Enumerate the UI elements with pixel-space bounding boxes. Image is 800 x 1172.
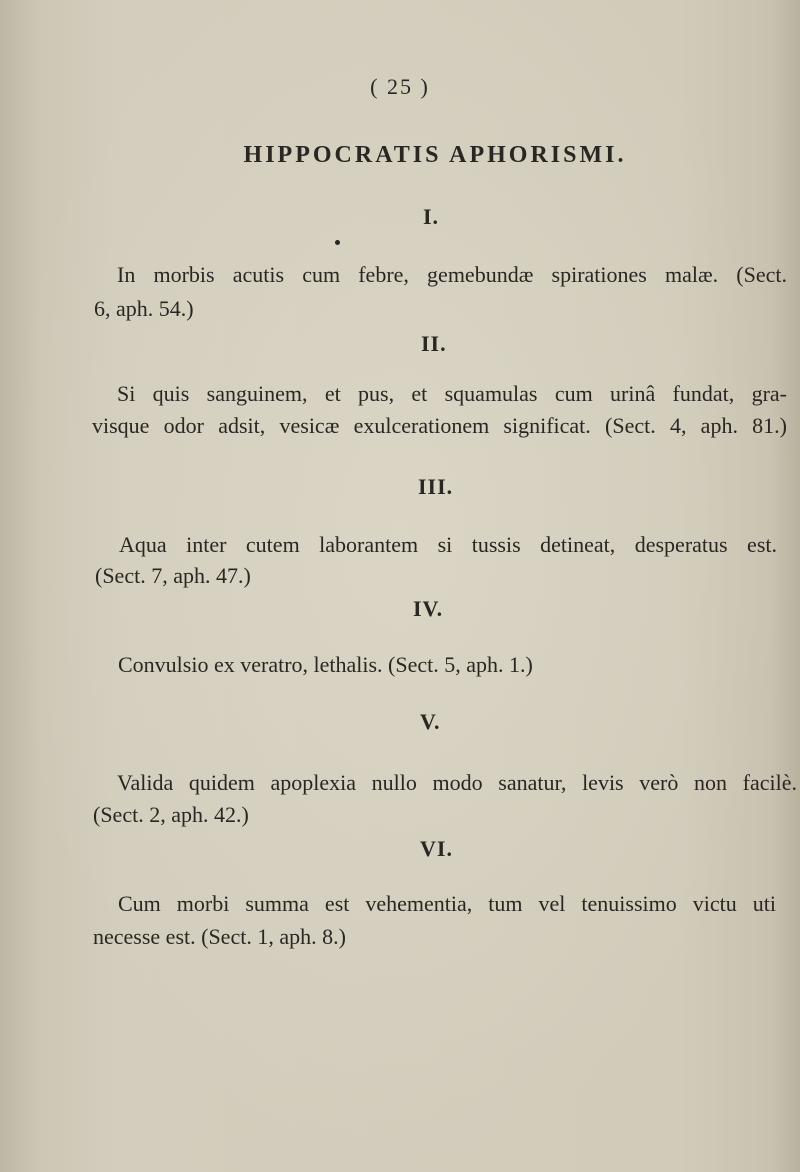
aphorism-4-numeral: IV. [413,596,444,621]
aphorism-3-line-1: Aqua inter cutem laborantem si tussis detineat, desperatus est. [119,532,777,557]
aphorism-2-line-1: Si quis sanguinem, et pus, et squamulas cum urinâ fundat, gra- [117,381,787,406]
aphorism-1-numeral: I. [423,204,440,229]
aphorism-5-line-1: Valida quidem apoplexia nullo modo sanatur, levis verò non facilè. [117,770,797,795]
ornament-dot [335,240,340,245]
aphorism-3-numeral: III. [418,474,454,499]
aphorism-6-line-1: Cum morbi summa est vehementia, tum vel tenuissimo victu uti [118,891,776,916]
aphorism-5-line-2: (Sect. 2, aph. 42.) [93,802,249,827]
aphorism-1-line-1: In morbis acutis cum febre, gemebundæ spirationes malæ. (Sect. [117,262,787,287]
aphorism-2-numeral: II. [421,331,447,356]
page-heading: HIPPOCRATIS APHORISMI. [243,142,627,168]
page-number: ( 25 ) [370,74,430,99]
aphorism-6-line-2: necesse est. (Sect. 1, aph. 8.) [93,924,346,949]
aphorism-5-numeral: V. [420,709,441,734]
aphorism-6-numeral: VI. [420,836,453,861]
aphorism-1-line-2: 6, aph. 54.) [94,296,194,321]
aphorism-3-line-2: (Sect. 7, aph. 47.) [95,563,251,588]
aphorism-2-line-2: visque odor adsit, vesicæ exulcerationem significat. (Sect. 4, aph. 81.) [92,413,787,438]
aphorism-4-line-1: Convulsio ex veratro, lethalis. (Sect. 5, aph. 1.) [118,652,533,677]
